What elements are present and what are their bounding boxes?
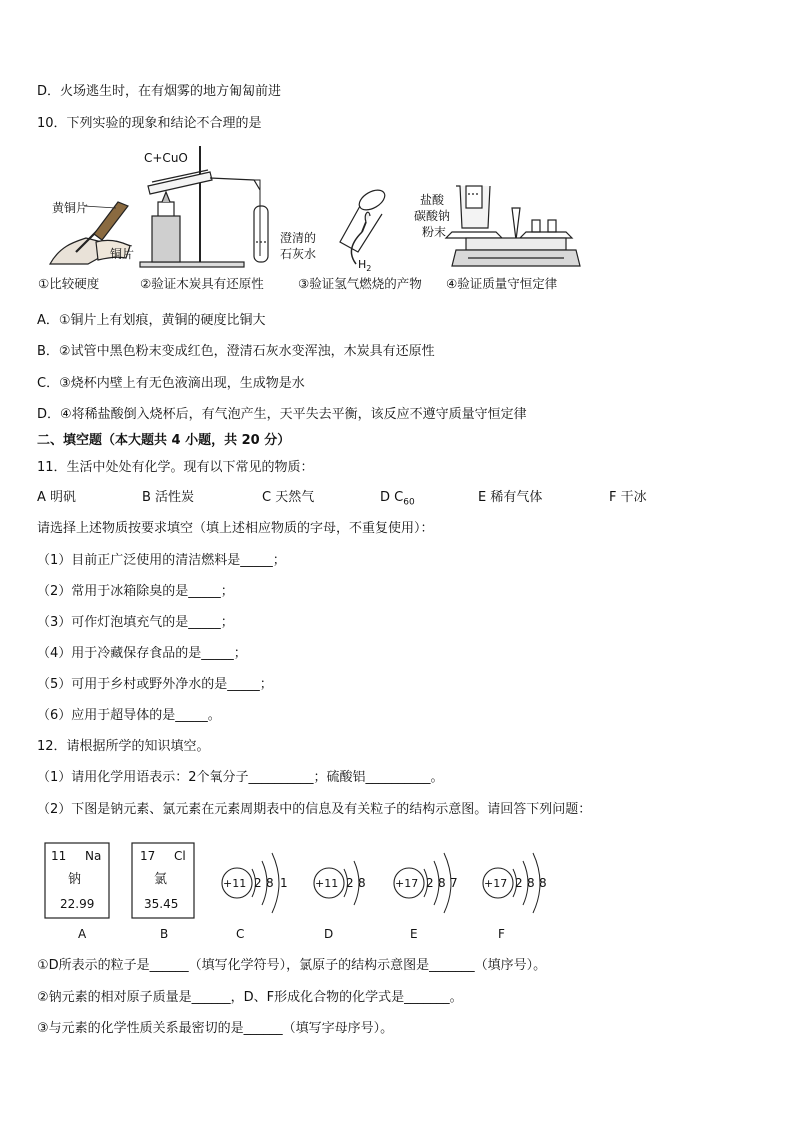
atom-c-shell-3: 1 <box>280 876 288 890</box>
label-hcl: 盐酸 <box>420 193 445 207</box>
atom-f-shell-2: 8 <box>527 876 535 890</box>
q11-item-5: （5）可用于乡村或野外净水的是_____； <box>37 677 273 692</box>
atom-c-nucleus: +11 <box>223 877 247 890</box>
card-a-mass: 22.99 <box>60 897 95 911</box>
caption-exp4: ④验证质量守恒定律 <box>446 276 558 291</box>
atom-c-shell-1: 2 <box>254 876 262 890</box>
q12-sub-1: ①D所表示的粒子是______（填写化学符号），氯原子的结构示意图是_______（填序号）。 <box>37 958 547 973</box>
atom-c-label: C <box>236 927 245 941</box>
atom-f-shell-1: 2 <box>515 876 523 890</box>
q11-stem: 11．生活中处处有化学。现有以下常见的物质： <box>37 460 314 475</box>
substance-f: F 干冰 <box>609 490 647 505</box>
caption-exp2: ②验证木炭具有还原性 <box>140 276 264 291</box>
caption-exp1: ①比较硬度 <box>38 276 100 291</box>
card-a-label: A <box>78 927 87 941</box>
atom-diagram-e <box>394 853 458 941</box>
label-limewater-1: 澄清的 <box>280 231 317 245</box>
q10-stem: 10．下列实验的现象和结论不合理的是 <box>37 116 262 131</box>
label-h2-subscript: 2 <box>366 264 372 273</box>
q11-item-4: （4）用于冷藏保存食品的是_____； <box>37 646 247 661</box>
q11-instruction: 请选择上述物质按要求填空（填上述相应物质的字母，不重复使用）： <box>37 521 434 536</box>
q12-sub-2: ②钠元素的相对原子质量是______，D、F形成化合物的化学式是_______。 <box>37 990 463 1005</box>
q11-item-6: （6）应用于超导体的是_____。 <box>37 708 221 723</box>
atom-e-shell-2: 8 <box>438 876 446 890</box>
card-a-name: 钠 <box>68 872 82 887</box>
atom-diagram-c <box>222 853 288 941</box>
q10-option-a: A．①铜片上有划痕，黄铜的硬度比铜大 <box>37 313 266 328</box>
q11-item-2: （2）常用于冰箱除臭的是_____； <box>37 584 234 599</box>
q12-sub-3: ③与元素的化学性质关系最密切的是______（填写字母序号）。 <box>37 1021 394 1036</box>
label-na2co3-1: 碳酸钠 <box>414 209 451 223</box>
substance-b: B 活性炭 <box>142 490 195 505</box>
section-heading: 二、填空题（本大题共 4 小题，共 20 分） <box>37 433 291 448</box>
atom-d-label: D <box>324 927 334 941</box>
label-copper: 铜片 <box>110 247 135 261</box>
atom-d-nucleus: +11 <box>315 877 339 890</box>
substance-d-subscript: 60 <box>403 497 415 508</box>
atom-e-nucleus: +17 <box>395 877 419 890</box>
substance-e: E 稀有气体 <box>478 490 543 505</box>
q12-stem: 12．请根据所学的知识填空。 <box>37 739 210 754</box>
atom-c-shell-2: 8 <box>266 876 274 890</box>
label-h2-symbol: H <box>358 258 367 271</box>
element-card-b <box>132 843 194 941</box>
q9-option-d: D．火场逃生时，在有烟雾的地方匍匐前进 <box>37 84 282 99</box>
element-structure-figure <box>40 838 580 948</box>
label-brass: 黄铜片 <box>52 201 89 215</box>
label-h2 <box>358 258 371 273</box>
atom-d-shell-1: 2 <box>346 876 354 890</box>
q12-part-2: （2）下图是钠元素、氯元素在元素周期表中的信息及有关粒子的结构示意图。请回答下列问题： <box>37 802 592 817</box>
atom-f-nucleus: +17 <box>484 877 508 890</box>
atom-e-shell-1: 2 <box>426 876 434 890</box>
card-b-name: 氯 <box>154 872 168 887</box>
atom-f-shell-3: 8 <box>539 876 547 890</box>
label-na2co3-2: 粉末 <box>422 225 447 239</box>
atom-diagram-f <box>483 853 547 941</box>
card-a-number: 11 <box>51 849 67 863</box>
atom-e-label: E <box>410 927 418 941</box>
substance-d-text: D C <box>380 490 404 505</box>
atom-e-shell-3: 7 <box>450 876 458 890</box>
card-b-mass: 35.45 <box>144 897 179 911</box>
card-b-label: B <box>160 927 169 941</box>
q10-option-c: C．③烧杯内壁上有无色液滴出现，生成物是水 <box>37 376 305 391</box>
caption-exp3: ③验证氢气燃烧的产物 <box>298 276 422 291</box>
card-b-symbol: Cl <box>174 849 186 863</box>
atom-diagram-d <box>314 861 366 941</box>
label-limewater-2: 石灰水 <box>280 247 317 261</box>
card-b-number: 17 <box>140 849 156 863</box>
q12-part-1: （1）请用化学用语表示：2个氧分子__________；硫酸铝__________。 <box>37 770 444 785</box>
element-card-a <box>45 843 109 941</box>
substance-d <box>380 490 415 511</box>
q11-item-3: （3）可作灯泡填充气的是_____； <box>37 615 234 630</box>
card-a-symbol: Na <box>85 849 102 863</box>
q10-option-d: D．④将稀盐酸倒入烧杯后，有气泡产生，天平失去平衡，该反应不遵守质量守恒定律 <box>37 407 527 422</box>
substance-c: C 天然气 <box>262 490 315 505</box>
q11-item-1: （1）目前正广泛使用的清洁燃料是_____； <box>37 553 286 568</box>
atom-f-label: F <box>498 927 505 941</box>
label-reactants: C+CuO <box>144 151 188 165</box>
q10-option-b: B．②试管中黑色粉末变成红色，澄清石灰水变浑浊，木炭具有还原性 <box>37 344 435 359</box>
q10-experiment-figure <box>36 146 596 294</box>
substance-a: A 明矾 <box>37 490 77 505</box>
exp4-balance-drawing <box>446 186 580 266</box>
exp3-beaker-flame-drawing <box>340 186 388 264</box>
atom-d-shell-2: 8 <box>358 876 366 890</box>
